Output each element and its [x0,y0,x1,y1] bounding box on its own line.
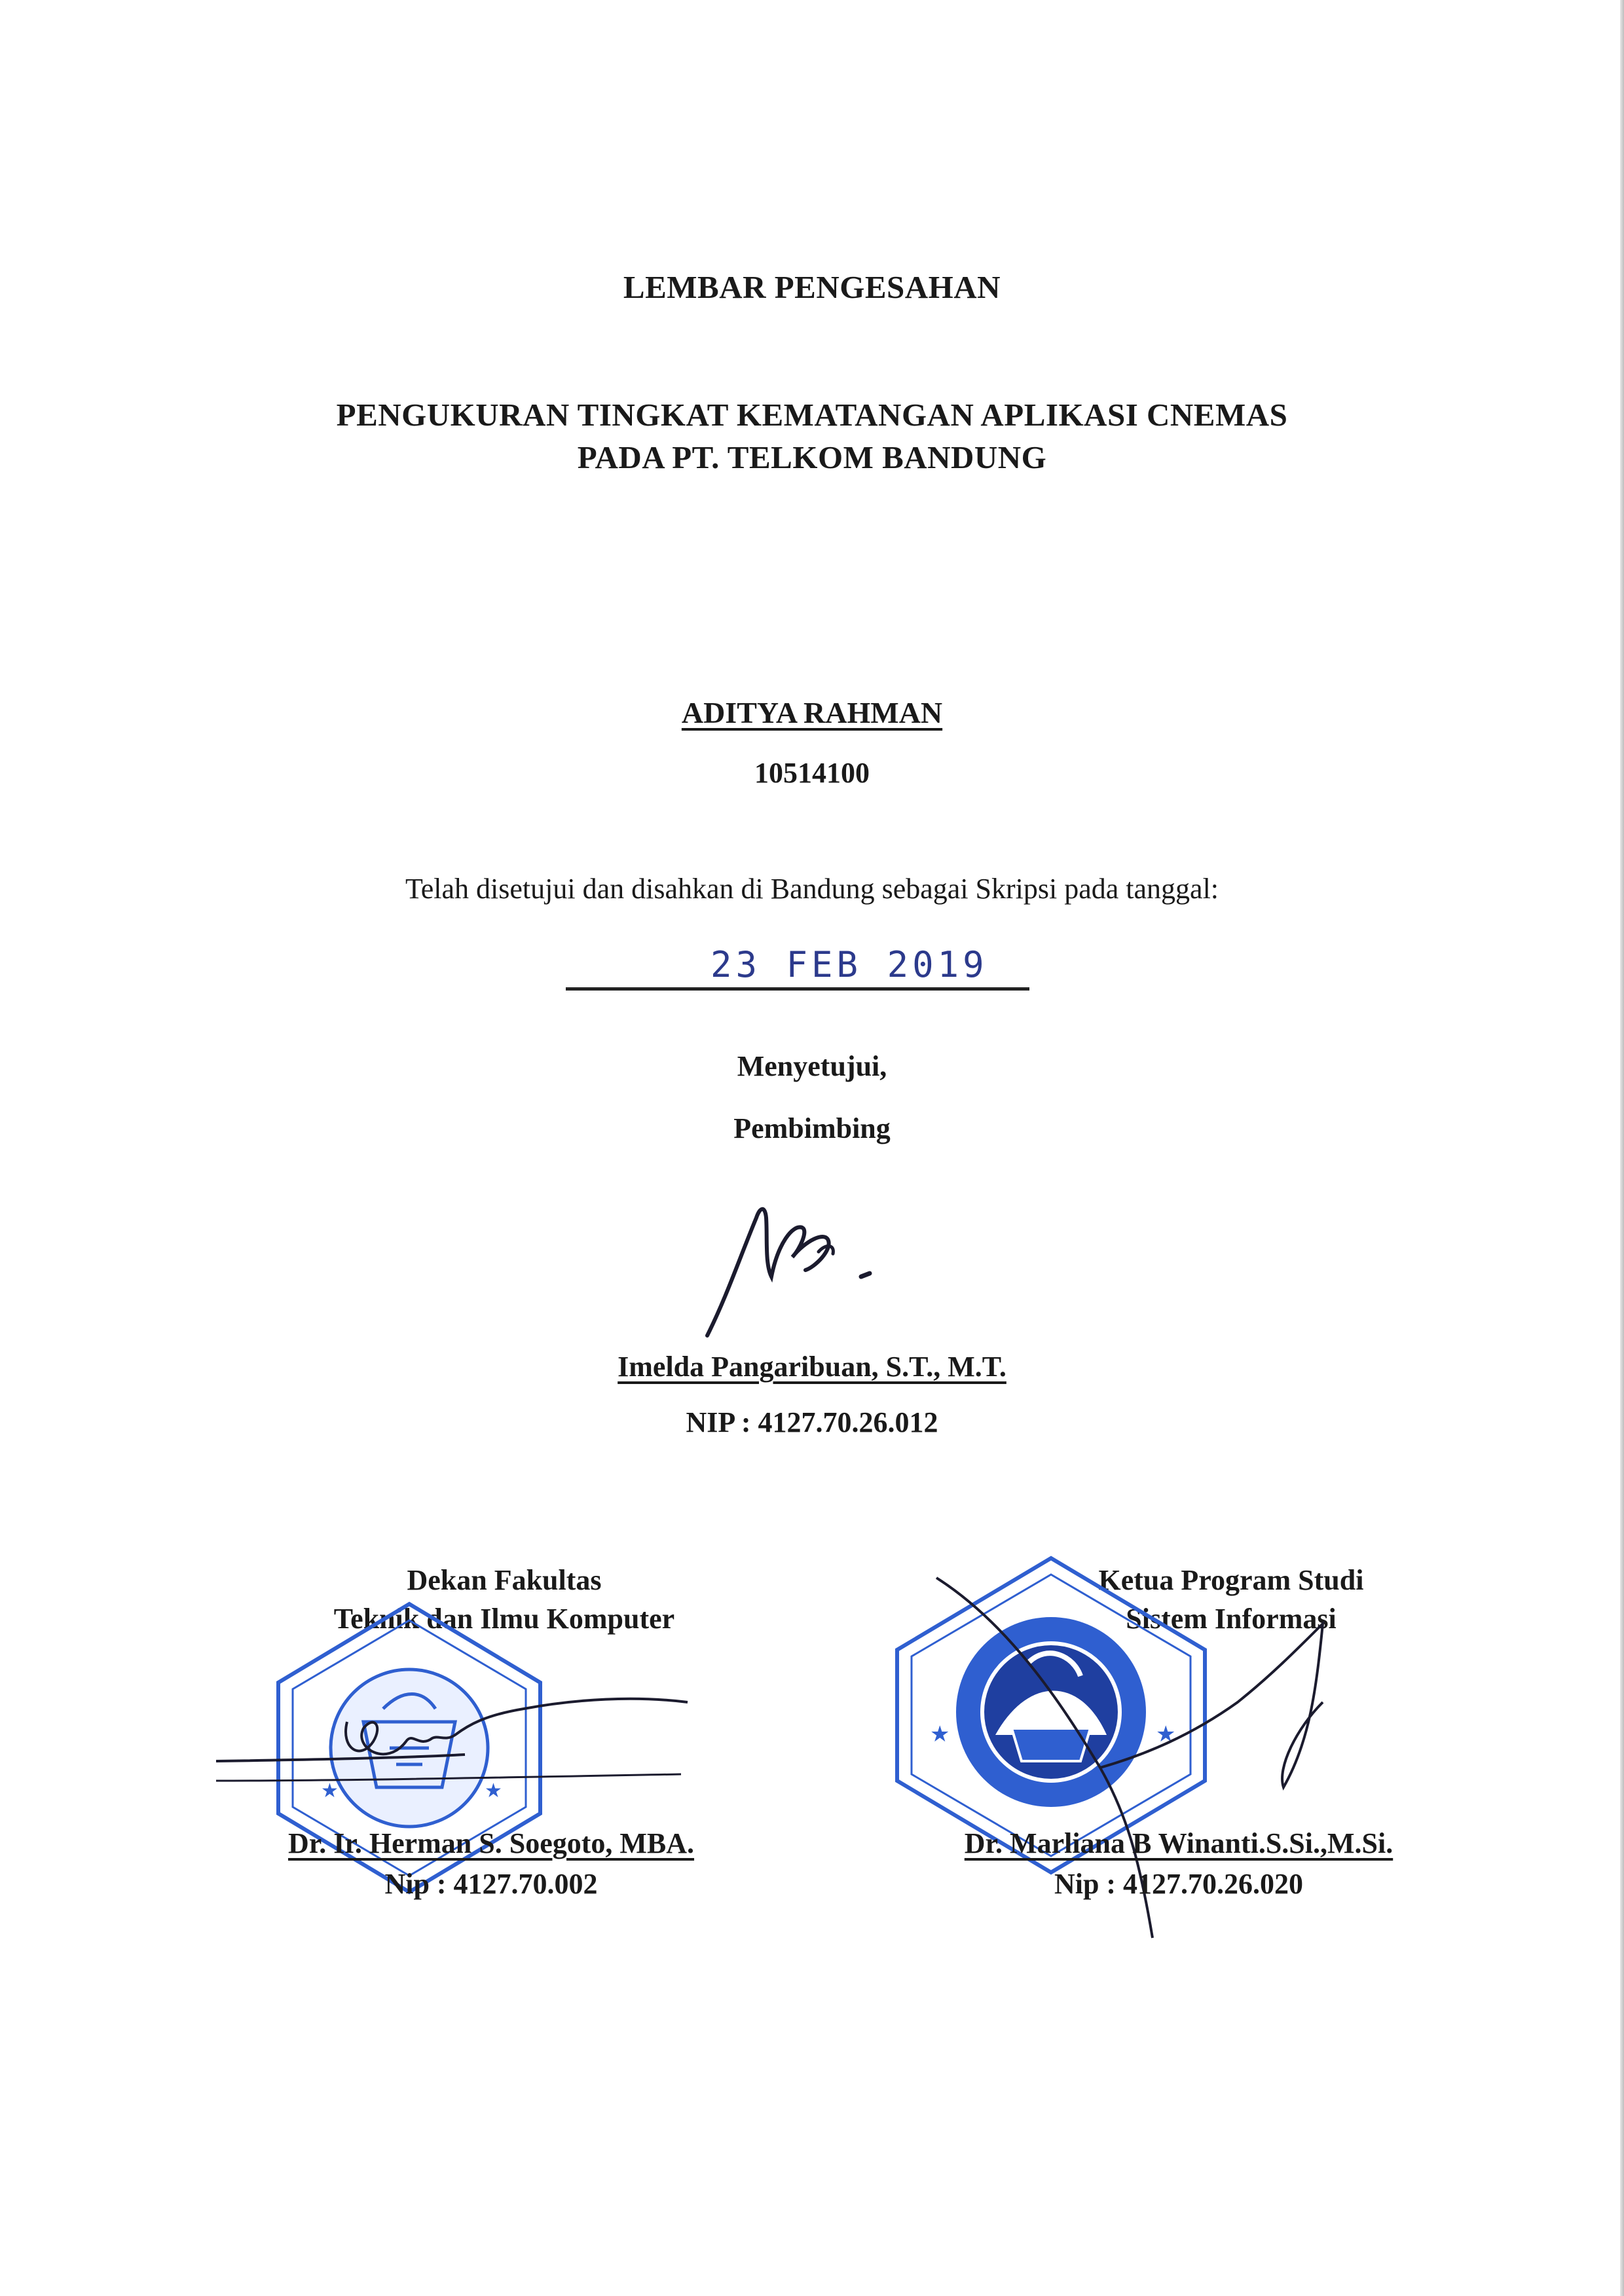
head-of-program-title-1: Ketua Program Studi [1098,1564,1364,1596]
page-heading: LEMBAR PENGESAHAN [623,269,1001,305]
thesis-title-line-2: PADA PT. TELKOM BANDUNG [577,439,1047,475]
date-line [566,987,1029,991]
supervisor-signature [694,1178,891,1349]
dean-signature [210,1676,701,1807]
approval-date-stamp: 23 FEB 2019 [710,944,988,985]
program-head-nip: Nip : 4127.70.26.020 [1054,1868,1304,1900]
head-of-program-title-2: Sistem Informasi [1126,1603,1337,1635]
svg-text:★: ★ [485,1780,502,1802]
scan-edge [1620,0,1624,2296]
supervisor-name-block [0,1350,1624,1383]
thesis-title-line-1: PENGUKURAN TINGKAT KEMATANGAN APLIKASI CNEMAS [336,397,1288,433]
dean-title-1: Dekan Fakultas [407,1564,602,1596]
approved-label: Menyetujui, [737,1050,887,1082]
program-head-name: Dr. Marliana B Winanti.S.Si.,M.Si. [964,1827,1393,1859]
approval-statement: Telah disetujui dan disahkan di Bandung sebagai Skripsi pada tanggal: [405,873,1219,905]
dean-nip: Nip : 4127.70.002 [384,1868,598,1900]
svg-text:★: ★ [321,1780,339,1802]
supervisor-nip: NIP : 4127.70.26.012 [686,1406,938,1438]
student-id: 10514100 [754,757,870,789]
student-name: ADITYA RAHMAN [681,696,943,729]
dean-name: Dr. Ir. Herman S. Soegoto, MBA. [287,1827,695,1859]
dean-name-block [249,1827,733,1860]
dean-title-2: Teknik dan Ilmu Komputer [333,1603,675,1635]
program-head-name-block [910,1827,1447,1860]
supervisor-role: Pembimbing [733,1112,891,1144]
svg-text:★: ★ [930,1722,950,1747]
student-name-block [0,695,1624,730]
supervisor-name: Imelda Pangaribuan, S.T., M.T. [618,1351,1006,1383]
svg-text:★: ★ [1156,1722,1176,1747]
